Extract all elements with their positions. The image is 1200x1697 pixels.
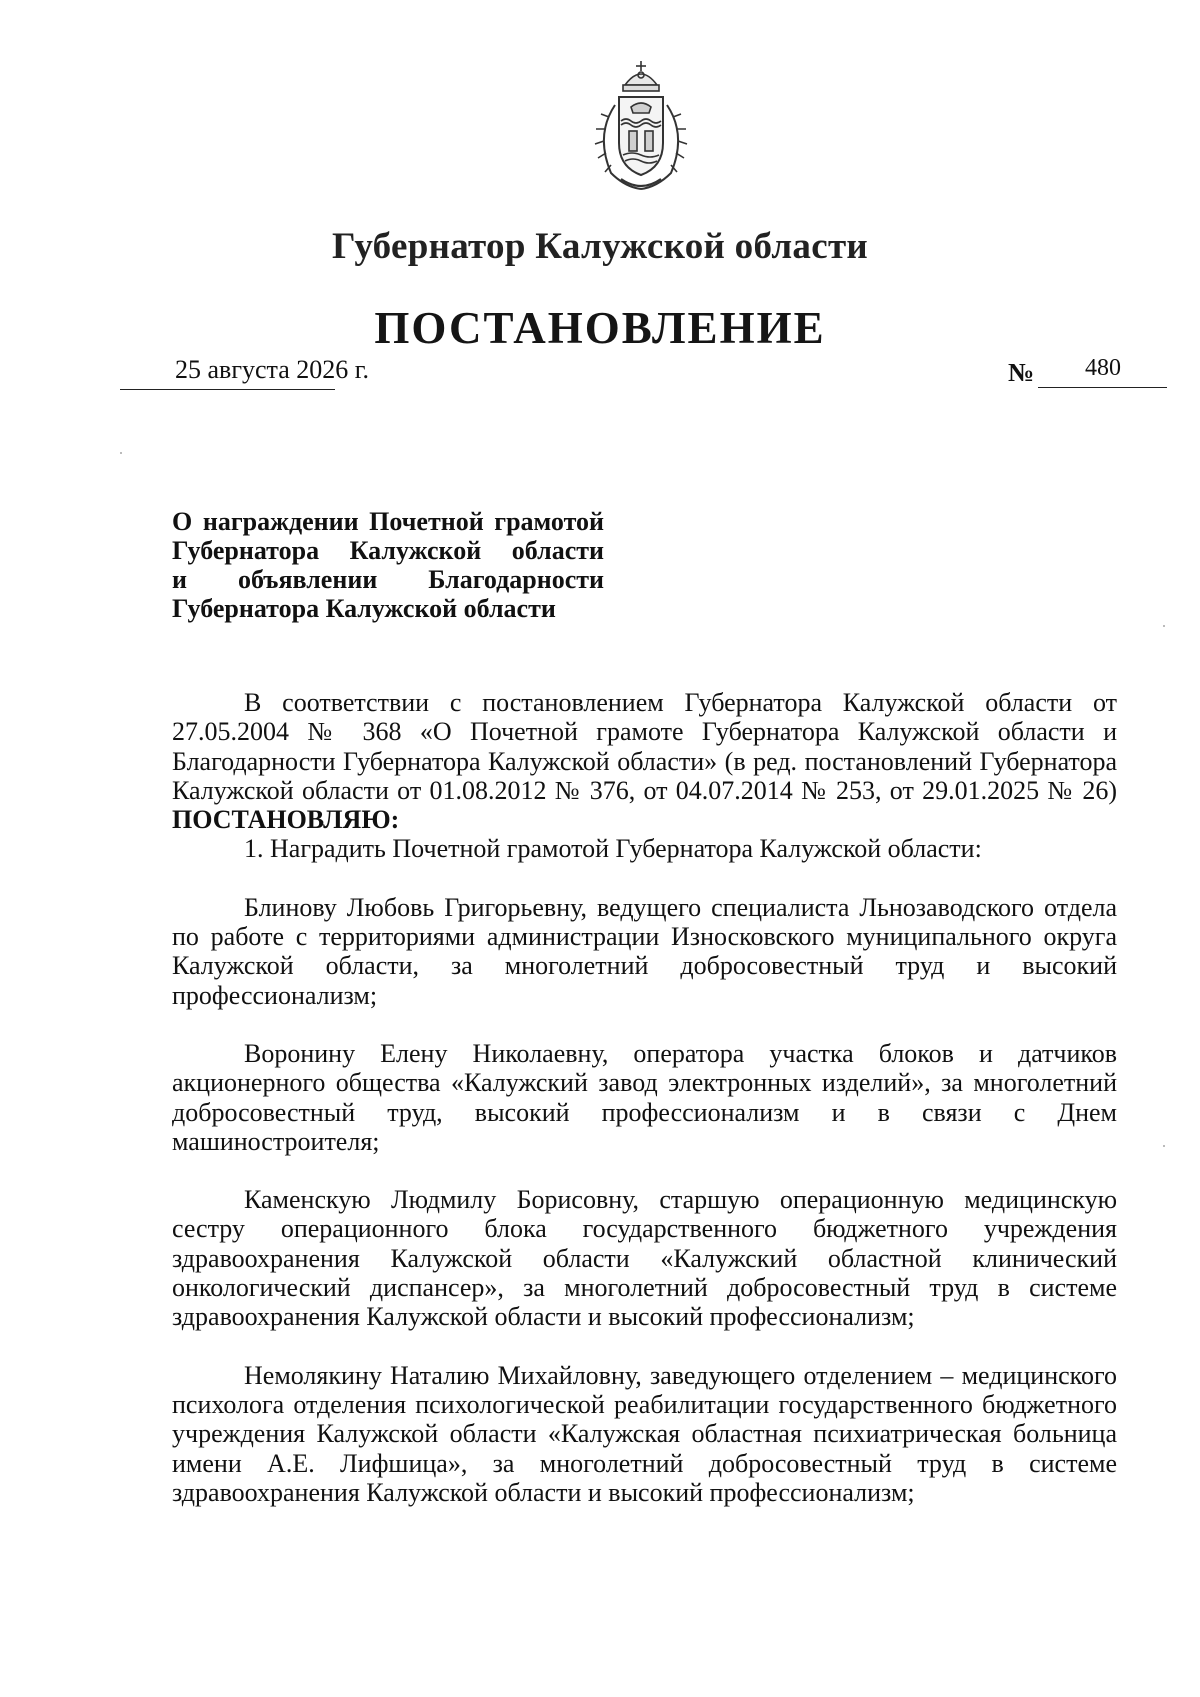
subject-line: и объявлении Благодарности [172,565,604,594]
scan-speck [1163,1145,1165,1147]
issuing-authority: Губернатор Калужской области [331,226,869,267]
scan-speck [120,452,122,454]
awardee-paragraph: Немолякину Наталию Михайловну, заведующего отделением – медицинского психолога отделения психологической реабилитации государственного бюджетного учреждения Калужской области «Калужская областная психиатрическая больница имени А.Е. Лифшица», за многолетний добросовестный труд в системе здравоохранения Калужской области и высокий профессионализм; [172,1360,1117,1507]
awardee-paragraph: Блинову Любовь Григорьевну, ведущего специалиста Льнозаводского отдела по работе с территориями администрации Износковского муниципального округа Калужской области, за многолетний добросовестный труд и высокий профессионализм; [172,892,1117,1010]
preamble-paragraph [172,688,1117,834]
awardee-paragraph: Каменскую Людмилу Борисовну, старшую операционную медицинскую сестру операционного блока государственного бюджетного учреждения здравоохранения Калужской области «Калужский областной клинический онкологический диспансер», за многолетний добросовестный труд в системе здравоохранения Калужской области и высокий профессионализм; [172,1185,1117,1332]
awardee-paragraph: Воронину Елену Николаевну, оператора участка блоков и датчиков акционерного общества «Калужский завод электронных изделий», за многолетний добросовестный труд, высокий профессионализм и в связи с Днем машиностроителя; [172,1038,1117,1156]
scan-speck [1163,625,1165,627]
number-underline [1038,387,1167,388]
subject-line: Губернатора Калужской области [172,594,556,623]
subject-line: Губернатора Калужской области [172,536,604,565]
award-clause: 1. Наградить Почетной грамотой Губернатора Калужской области: [244,834,982,864]
document-type-title: ПОСТАНОВЛЕНИЕ [374,303,826,353]
number-label: № [1008,358,1035,387]
decree-word: ПОСТАНОВЛЯЮ: [172,805,400,835]
date-field [120,355,369,390]
document-number: 480 [1085,355,1121,381]
subject-line: О награждении Почетной грамотой [172,507,604,536]
document-body [172,688,1117,1507]
preamble-text: В соответствии с постановлением Губернатора Калужской области от 27.05.2004 № 368 «О Почетной грамоте Губернатора Калужской области и Благодарности Губернатора Калужской области» (в ред. постановлений Губернатора Калужской области от 01.08.2012 № 376, от 04.07.2014 № 253, от 29.01.2025 № 26) [172,688,1117,805]
document-date: 25 августа 2026 г. [175,355,369,384]
document-subject [172,507,604,623]
coat-of-arms-emblem [585,55,697,195]
